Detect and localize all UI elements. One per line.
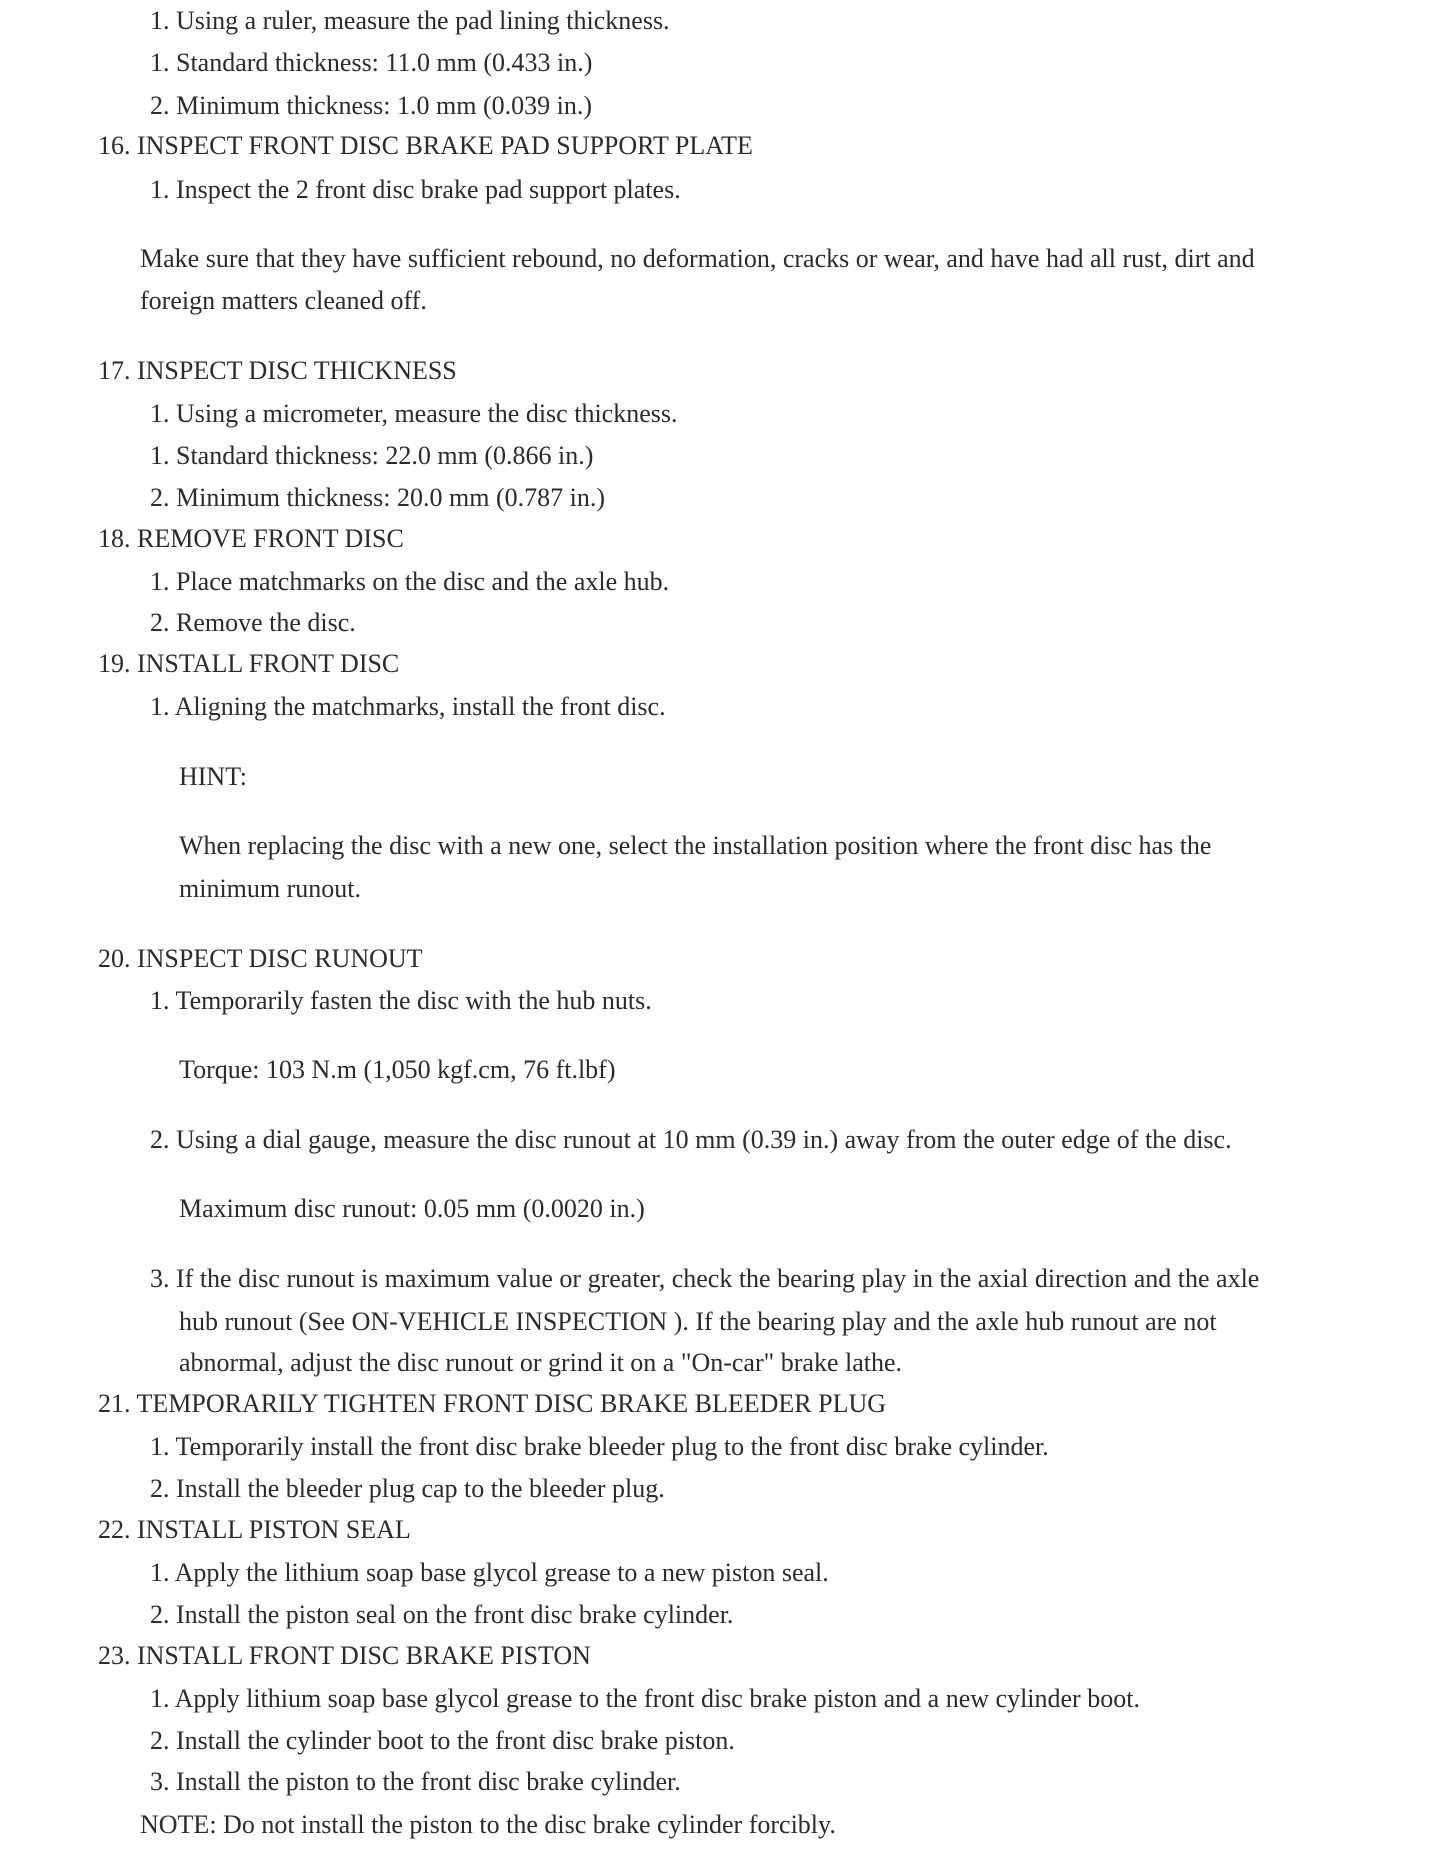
step-item: 1. Temporarily fasten the disc with the hub nuts. (150, 986, 652, 1015)
paragraph-line: foreign matters cleaned off. (140, 286, 427, 315)
section-heading-16: 16. INSPECT FRONT DISC BRAKE PAD SUPPORT PLATE (98, 131, 753, 160)
step-item: 1. Using a ruler, measure the pad lining thickness. (150, 6, 670, 35)
step-item: 1. Inspect the 2 front disc brake pad support plates. (150, 175, 681, 204)
step-item: 1. Aligning the matchmarks, install the front disc. (150, 692, 666, 721)
step-item: 3. If the disc runout is maximum value or greater, check the bearing play in the axial direction and the axle (150, 1264, 1260, 1293)
spec-standard-thickness: 1. Standard thickness: 22.0 mm (0.866 in.) (150, 441, 594, 470)
hint-label: HINT: (179, 762, 248, 791)
step-item: 1. Temporarily install the front disc brake bleeder plug to the front disc brake cylinder. (150, 1432, 1049, 1461)
section-heading-18: 18. REMOVE FRONT DISC (98, 524, 404, 553)
step-item-continuation: hub runout (See ON-VEHICLE INSPECTION ). If the bearing play and the axle hub runout are not (179, 1307, 1217, 1336)
step-item: 2. Install the piston seal on the front disc brake cylinder. (150, 1600, 734, 1629)
step-item-continuation: abnormal, adjust the disc runout or grind it on a "On-car" brake lathe. (179, 1348, 903, 1377)
step-item: 2. Using a dial gauge, measure the disc runout at 10 mm (0.39 in.) away from the outer edge of the disc. (150, 1125, 1232, 1154)
hint-text-line: minimum runout. (179, 874, 361, 903)
spec-standard-thickness: 1. Standard thickness: 11.0 mm (0.433 in.) (150, 48, 593, 77)
section-heading-17: 17. INSPECT DISC THICKNESS (98, 356, 457, 385)
note-text: NOTE: Do not install the piston to the disc brake cylinder forcibly. (140, 1810, 836, 1839)
step-item: 2. Install the bleeder plug cap to the bleeder plug. (150, 1474, 665, 1503)
step-item: 1. Using a micrometer, measure the disc thickness. (150, 399, 678, 428)
paragraph-line: Make sure that they have sufficient rebound, no deformation, cracks or wear, and have had all rust, dirt and (140, 244, 1255, 273)
section-heading-22: 22. INSTALL PISTON SEAL (98, 1515, 411, 1544)
step-item: 1. Apply the lithium soap base glycol grease to a new piston seal. (150, 1558, 829, 1587)
step-item: 1. Apply lithium soap base glycol grease to the front disc brake piston and a new cylinder boot. (150, 1684, 1140, 1713)
step-item: 3. Install the piston to the front disc brake cylinder. (150, 1767, 681, 1796)
spec-minimum-thickness: 2. Minimum thickness: 1.0 mm (0.039 in.) (150, 91, 592, 120)
section-heading-21: 21. TEMPORARILY TIGHTEN FRONT DISC BRAKE BLEEDER PLUG (98, 1389, 887, 1418)
torque-spec: Torque: 103 N.m (1,050 kgf.cm, 76 ft.lbf) (179, 1055, 616, 1084)
max-runout-spec: Maximum disc runout: 0.05 mm (0.0020 in.) (179, 1194, 645, 1223)
step-item: 2. Install the cylinder boot to the front disc brake piston. (150, 1726, 735, 1755)
spec-minimum-thickness: 2. Minimum thickness: 20.0 mm (0.787 in.) (150, 483, 605, 512)
step-item: 1. Place matchmarks on the disc and the axle hub. (150, 567, 670, 596)
step-item: 2. Remove the disc. (150, 608, 356, 637)
hint-text-line: When replacing the disc with a new one, select the installation position where the front disc has the (179, 831, 1212, 860)
section-heading-23: 23. INSTALL FRONT DISC BRAKE PISTON (98, 1641, 591, 1670)
section-heading-19: 19. INSTALL FRONT DISC (98, 649, 400, 678)
section-heading-20: 20. INSPECT DISC RUNOUT (98, 944, 423, 973)
